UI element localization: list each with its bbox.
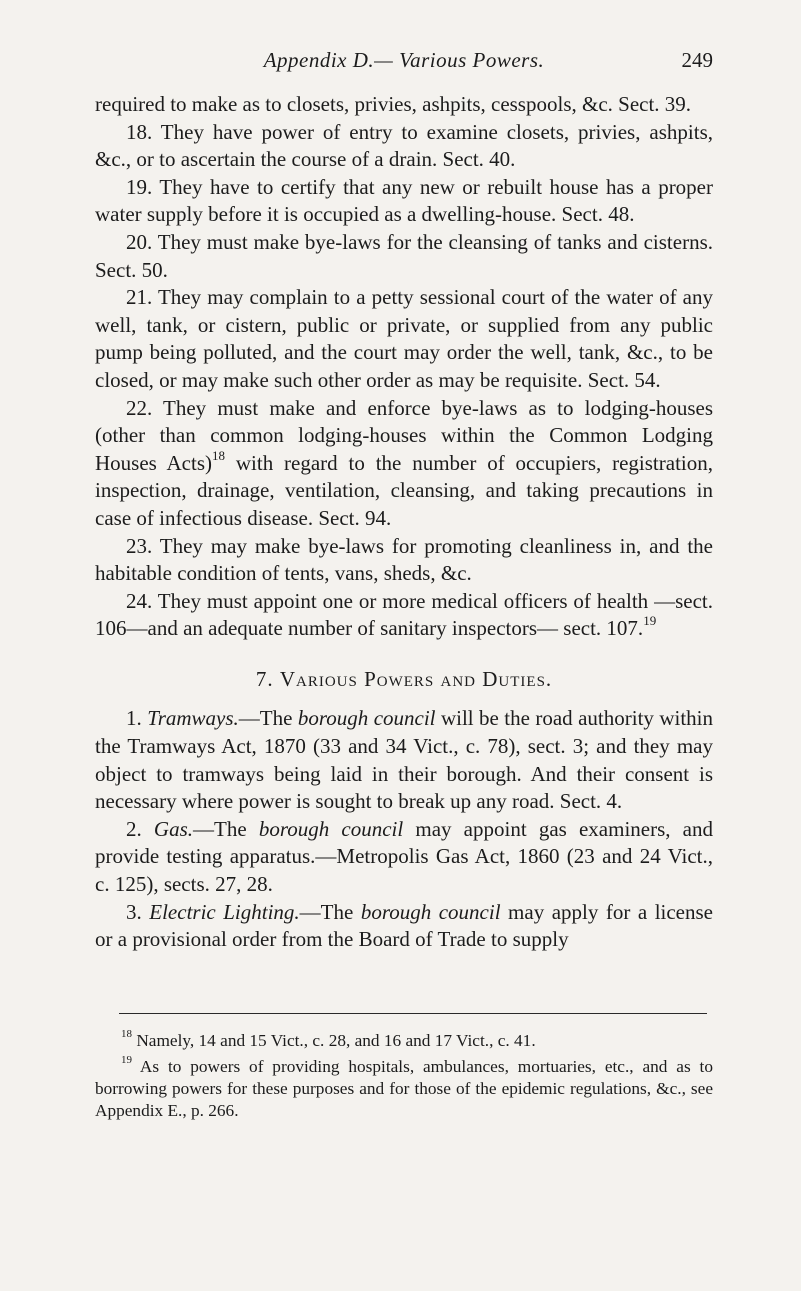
footnote-19 [95, 1056, 713, 1122]
item-2-dash: —The [193, 816, 259, 841]
footnote-18-text: Namely, 14 and 15 Vict., c. 28, and 16 and 17 Vict., c. 41. [132, 1031, 536, 1050]
footnote-19-number: 19 [121, 1054, 132, 1067]
footnote-divider [119, 1013, 707, 1014]
paragraph-24 [95, 588, 713, 643]
footnote-ref-18: 18 [212, 447, 226, 463]
item-1-number: 1. [126, 706, 142, 731]
footnote-19-text: As to powers of providing hospitals, ambulances, mortuaries, etc., and as to borrowing powers for these purposes and for those of the epidemic regulations, &c., see Appendix E., p. 266. [95, 1057, 713, 1120]
item-gas [95, 816, 713, 899]
item-2-italic: borough council [258, 816, 404, 841]
section-number: 7. [255, 666, 274, 691]
paragraph-20: 20. They must make bye-laws for the cleansing of tanks and cisterns. Sect. 50. [95, 229, 713, 282]
item-3-italic: borough council [360, 899, 501, 924]
paragraph-19: 19. They have to certify that any new or rebuilt house has a proper water supply before it is occupied as a dwelling-house. Sect. 48. [95, 174, 713, 227]
item-2-number: 2. [126, 816, 142, 841]
page-number: 249 [681, 48, 713, 72]
paragraph-21: 21. They may complain to a petty sessional court of the water of any well, tank, or cistern, public or private, or supplied from any public pump being polluted, and the court may order the well, tank, &c., to be closed, or may make such other order as may be requisite. Sect. 54. [95, 285, 713, 392]
running-title: Appendix D.— Various Powers. [263, 48, 545, 72]
footnote-18-number: 18 [121, 1028, 132, 1041]
item-electric-lighting [95, 899, 713, 954]
item-3-heading: Electric Lighting. [149, 899, 300, 924]
item-1-italic: borough council [297, 706, 436, 731]
item-2-heading: Gas. [153, 816, 194, 841]
item-tramways [95, 705, 713, 815]
paragraph-22-text-a: 22. They must make and enforce bye-laws as to lodging-houses (other than common lodging-houses within the Common Lodging Houses Acts) [95, 395, 713, 475]
item-1-text: will be the road authority within the Tramways Act, 1870 (33 and 34 Vict., c. 78), sect. 3; and they may object to tramways being laid in their borough. And their consent is necessary where power is sought to break up any road. Sect. 4. [95, 706, 714, 814]
section-heading [95, 666, 713, 694]
item-3-number: 3. [126, 899, 142, 924]
footnotes [95, 1030, 713, 1126]
paragraph-24-text: 24. They must appoint one or more medical officers of health —sect. 106—and an adequate number of sanitary inspectors— sect. 107. [95, 588, 713, 641]
paragraph-continuation: required to make as to closets, privies, ashpits, cesspools, &c. Sect. 39. [95, 92, 692, 116]
body-text [95, 91, 713, 954]
paragraph-22 [95, 395, 713, 533]
paragraph-23: 23. They may make bye-laws for promoting cleanliness in, and the habitable condition of tents, vans, sheds, &c. [95, 533, 713, 586]
running-head [95, 48, 713, 78]
paragraph-18: 18. They have power of entry to examine closets, privies, ashpits, &c., or to ascertain the course of a drain. Sect. 40. [95, 119, 713, 172]
item-3-dash: —The [299, 899, 361, 924]
section-title: Various Powers and Duties. [279, 666, 553, 691]
footnote-ref-19: 19 [643, 613, 657, 629]
item-2-text: may appoint gas examiners, and provide testing apparatus.—Metropolis Gas Act, 1860 (23 and 24 Vict., c. 125), sects. 27, 28. [95, 816, 713, 897]
paragraph-22-text-b: with regard to the number of occupiers, registration, inspection, drainage, ventilation, cleansing, and taking precautions in case of infectious disease. Sect. 94. [95, 450, 713, 530]
item-1-heading: Tramways. [147, 706, 239, 731]
footnote-18 [95, 1030, 713, 1052]
item-1-dash: —The [238, 706, 298, 731]
item-3-text: may apply for a license or a provisional order from the Board of Trade to supply [95, 899, 713, 952]
